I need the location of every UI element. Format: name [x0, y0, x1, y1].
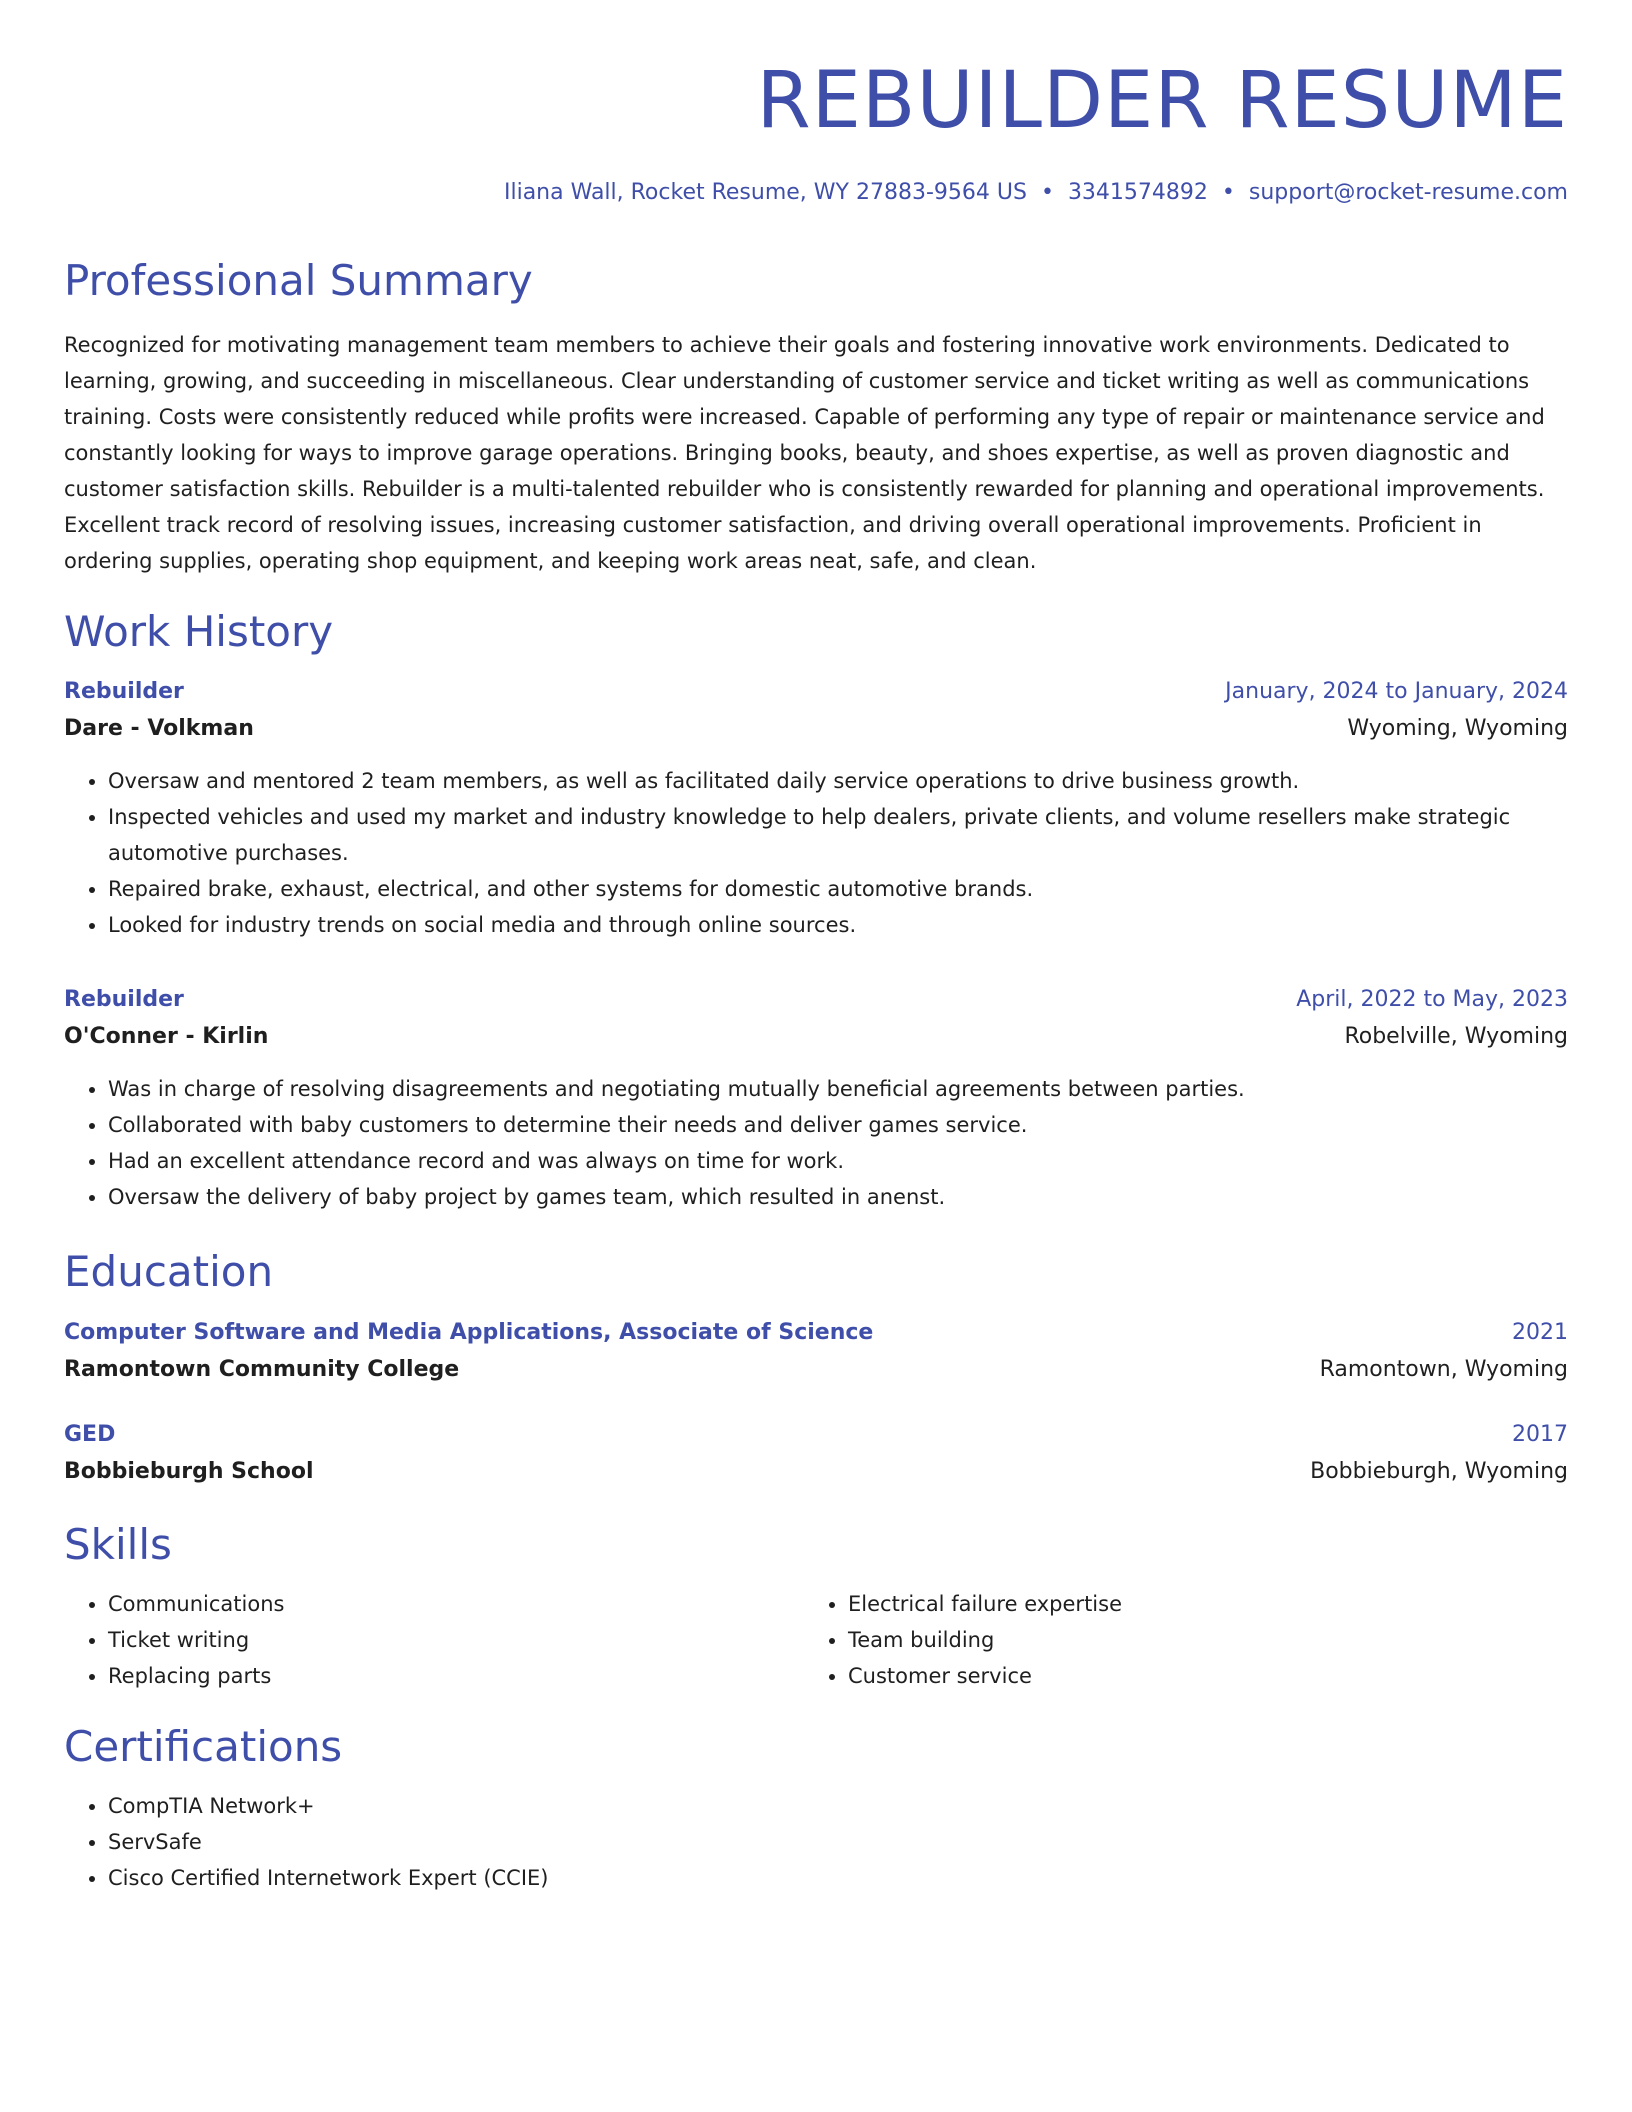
certifications-list — [64, 1788, 1568, 1896]
job-entry — [64, 983, 1568, 1215]
job-location: Robelville, Wyoming — [1344, 1024, 1568, 1050]
contact-address: Iliana Wall, Rocket Resume, WY 27883-9564 US — [503, 180, 1027, 205]
skills-heading: Skills — [64, 1519, 172, 1569]
skill-item: • Communications — [108, 1586, 804, 1622]
certification-item: • ServSafe — [108, 1824, 1568, 1860]
job-bullet: • Had an excellent attendance record and was always on time for work. — [108, 1143, 1568, 1179]
certification-item: • Cisco Certified Internetwork Expert (CCIE) — [108, 1860, 1568, 1896]
education-location: Ramontown, Wyoming — [1319, 1356, 1568, 1382]
skill-item: • Ticket writing — [108, 1622, 804, 1658]
job-company: O'Conner - Kirlin — [64, 1024, 269, 1050]
skill-item: • Electrical failure expertise — [848, 1586, 1544, 1622]
education-school: Ramontown Community College — [64, 1356, 460, 1382]
education-year: 2017 — [1512, 1421, 1568, 1447]
skills-list — [64, 1586, 1568, 1694]
contact-line — [64, 180, 1568, 206]
job-dates: April, 2022 to May, 2023 — [1296, 987, 1568, 1013]
job-bullet: • Inspected vehicles and used my market and industry knowledge to help dealers, private clients, and volume resellers make strategic automotive purchases. — [108, 799, 1568, 871]
summary-heading: Professional Summary — [64, 256, 533, 306]
job-bullet: • Collaborated with baby customers to determine their needs and deliver games service. — [108, 1107, 1568, 1143]
contact-separator: • — [1040, 180, 1054, 205]
education-heading: Education — [64, 1247, 274, 1297]
job-company: Dare - Volkman — [64, 716, 254, 742]
job-title: Rebuilder — [64, 679, 184, 705]
skill-item: • Team building — [848, 1622, 1544, 1658]
job-dates: January, 2024 to January, 2024 — [1225, 679, 1568, 705]
job-bullet: • Looked for industry trends on social media and through online sources. — [108, 907, 1568, 943]
job-bullet: • Oversaw the delivery of baby project by games team, which resulted in anenst. — [108, 1179, 1568, 1215]
summary-text: Recognized for motivating management team members to achieve their goals and fostering innovative work environments. Dedicated to learning, growing, and succeeding in miscellaneous. Clear understanding of customer service and ticket writing as well as communications training. Costs were consistently reduced while profits were increased. Capable of performing any type of repair or maintenance service and constantly looking for ways to improve garage operations. Bringing books, beauty, and shoes expertise, as well as proven diagnostic and customer satisfaction skills. Rebuilder is a multi-talented rebuilder who is consistently rewarded for planning and operational improvements. Excellent track record of resolving issues, increasing customer satisfaction, and driving overall operational improvements. Proficient in ordering supplies, operating shop equipment, and keeping work areas neat, safe, and clean. — [64, 332, 1545, 573]
education-entry — [64, 1418, 1568, 1492]
certification-item: • CompTIA Network+ — [108, 1788, 1568, 1824]
education-degree: GED — [64, 1421, 116, 1447]
job-bullets — [64, 763, 1568, 943]
job-bullet: • Oversaw and mentored 2 team members, as well as facilitated daily service operations to drive business growth. — [108, 763, 1568, 799]
skills-column-right — [804, 1586, 1544, 1694]
job-title: Rebuilder — [64, 987, 184, 1013]
contact-separator: • — [1221, 180, 1235, 205]
contact-phone: 3341574892 — [1067, 180, 1208, 205]
education-entry — [64, 1316, 1568, 1390]
education-year: 2021 — [1512, 1319, 1568, 1345]
job-bullets — [64, 1071, 1568, 1215]
education-degree: Computer Software and Media Applications, Associate of Science — [64, 1319, 874, 1345]
education-school: Bobbieburgh School — [64, 1458, 314, 1484]
skills-column-left — [64, 1586, 804, 1694]
job-location: Wyoming, Wyoming — [1347, 716, 1568, 742]
certifications-heading: Certifications — [64, 1721, 343, 1771]
work-history-heading: Work History — [64, 606, 334, 656]
resume-title: REBUILDER RESUME — [756, 56, 1568, 146]
job-entry — [64, 675, 1568, 943]
skill-item: • Replacing parts — [108, 1658, 804, 1694]
skill-item: • Customer service — [848, 1658, 1544, 1694]
job-bullet: • Repaired brake, exhaust, electrical, and other systems for domestic automotive brands. — [108, 871, 1568, 907]
job-bullet: • Was in charge of resolving disagreements and negotiating mutually beneficial agreements between parties. — [108, 1071, 1568, 1107]
education-location: Bobbieburgh, Wyoming — [1310, 1458, 1568, 1484]
contact-email[interactable]: support@rocket-resume.com — [1248, 180, 1568, 205]
